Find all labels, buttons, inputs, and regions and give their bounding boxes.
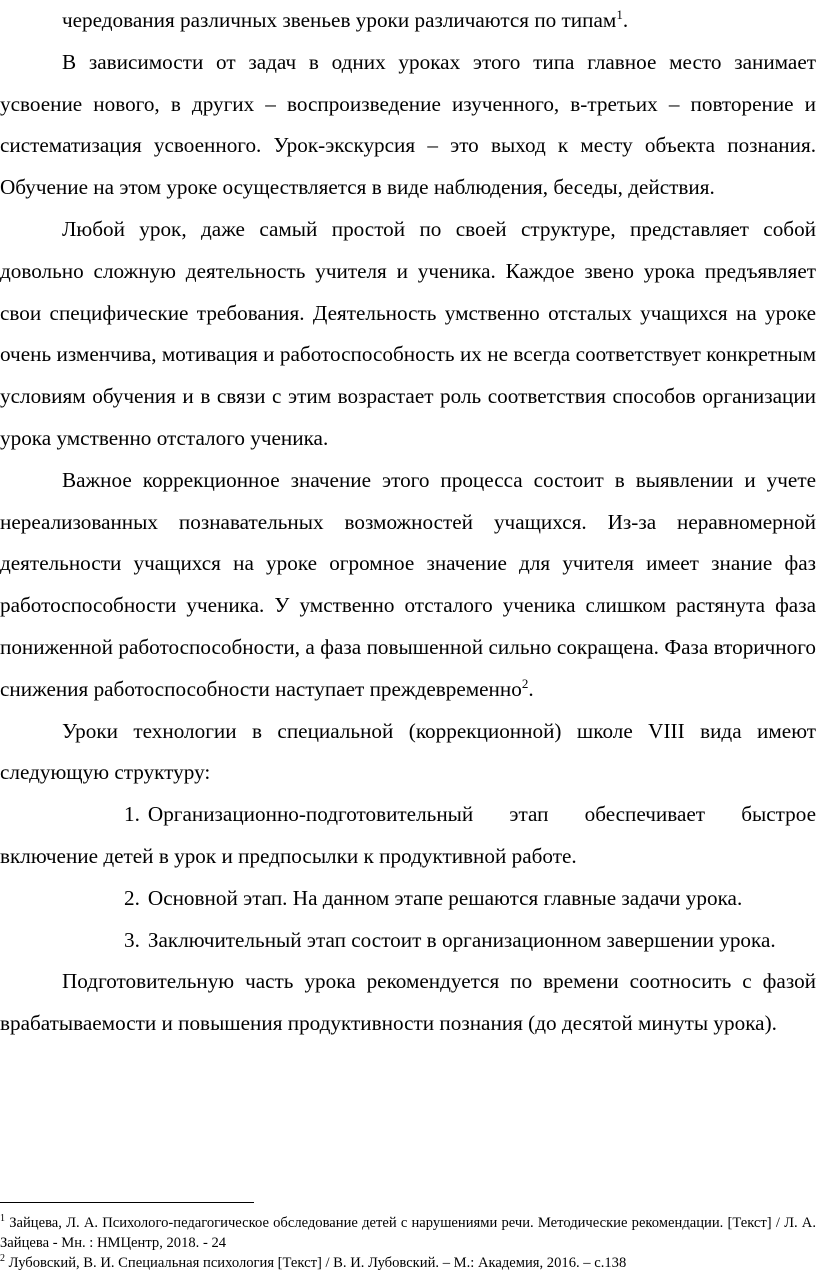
paragraph-text: Важное коррекционное значение этого процесса состоит в выявлении и учете нереализованных познавательных возможностей учащихся. Из-за неравномерной деятельности учащихся на уроке огромное значение для учителя имеет знание фаз работоспособности ученика. У умственно отсталого ученика слишком растянута фаза пониженной работоспособности, а фаза повышенной сильно сокращена. Фаза вторичного снижения работоспособности наступает преждевременно [0, 467, 816, 701]
list-number: 1. [124, 802, 140, 827]
paragraph-lesson-types: В зависимости от задач в одних уроках этого типа главное место занимает усвоение нового, в других – воспроизведение изученного, в-третьих – повторение и систематизация усвоенного. Урок-экскурсия – это выход к месту объекта познания. Обучение на этом уроке осуществляется в виде наблюдения, беседы, действия. [0, 49, 816, 200]
list-item-1 [0, 794, 816, 878]
paragraph-correction [0, 460, 816, 711]
paragraph-continuation [0, 0, 816, 42]
list-item-3 [0, 920, 816, 962]
footnote-ref-1[interactable]: 1 [616, 6, 623, 22]
list-text: Основной этап. На данном этапе решаются главные задачи урока. [147, 885, 743, 910]
footnote-1 [0, 1213, 816, 1253]
list-item-2 [0, 878, 816, 920]
footnotes [0, 1202, 816, 1273]
list-text: Заключительный этап состоит в организационном завершении урока. [147, 927, 776, 952]
paragraph-lesson-complexity: Любой урок, даже самый простой по своей структуре, представляет собой довольно сложную деятельность учителя и ученика. Каждое звено урока предъявляет свои специфические требования. Деятельность умственно отсталых учащихся на уроке очень изменчива, мотивация и работоспособность их не всегда соответствует конкретным условиям обучения и в связи с этим возрастает роль соответствия способов организации урока умственно отсталого ученика. [0, 216, 816, 450]
footnote-2 [0, 1253, 816, 1273]
list-text: Организационно-подготовительный этап обеспечивает быстрое включение детей в урок и предпосылки к продуктивной работе. [0, 802, 816, 868]
paragraph-preparation: Подготовительную часть урока рекомендуется по времени соотносить с фазой врабатываемости и повышения продуктивности познания (до десятой минуты урока). [0, 969, 816, 1036]
footnote-number: 1 [0, 1213, 5, 1225]
paragraph-structure-intro: Уроки технологии в специальной (коррекционной) школе VIII вида имеют следующую структуру: [0, 718, 816, 785]
paragraph-end: . [528, 676, 534, 701]
footnote-text: Зайцева, Л. А. Психолого-педагогическое обследование детей с нарушениями речи. Методические рекомендации. [Текст] / Л. А. Зайцева - Мн. : НМЦентр, 2018. - 24 [0, 1215, 816, 1251]
list-number: 3. [124, 927, 140, 952]
list-number: 2. [124, 885, 140, 910]
footnote-text: Лубовский, В. И. Специальная психология [Текст] / В. И. Лубовский. – М.: Академия, 2016. – с.138 [8, 1255, 627, 1271]
paragraph-text: чередования различных звеньев уроки различаются по типам [62, 8, 617, 32]
footnote-separator [0, 1202, 254, 1203]
footnote-ref-2[interactable]: 2 [521, 675, 529, 691]
footnote-number: 2 [0, 1253, 5, 1265]
paragraph-end: . [622, 8, 629, 32]
